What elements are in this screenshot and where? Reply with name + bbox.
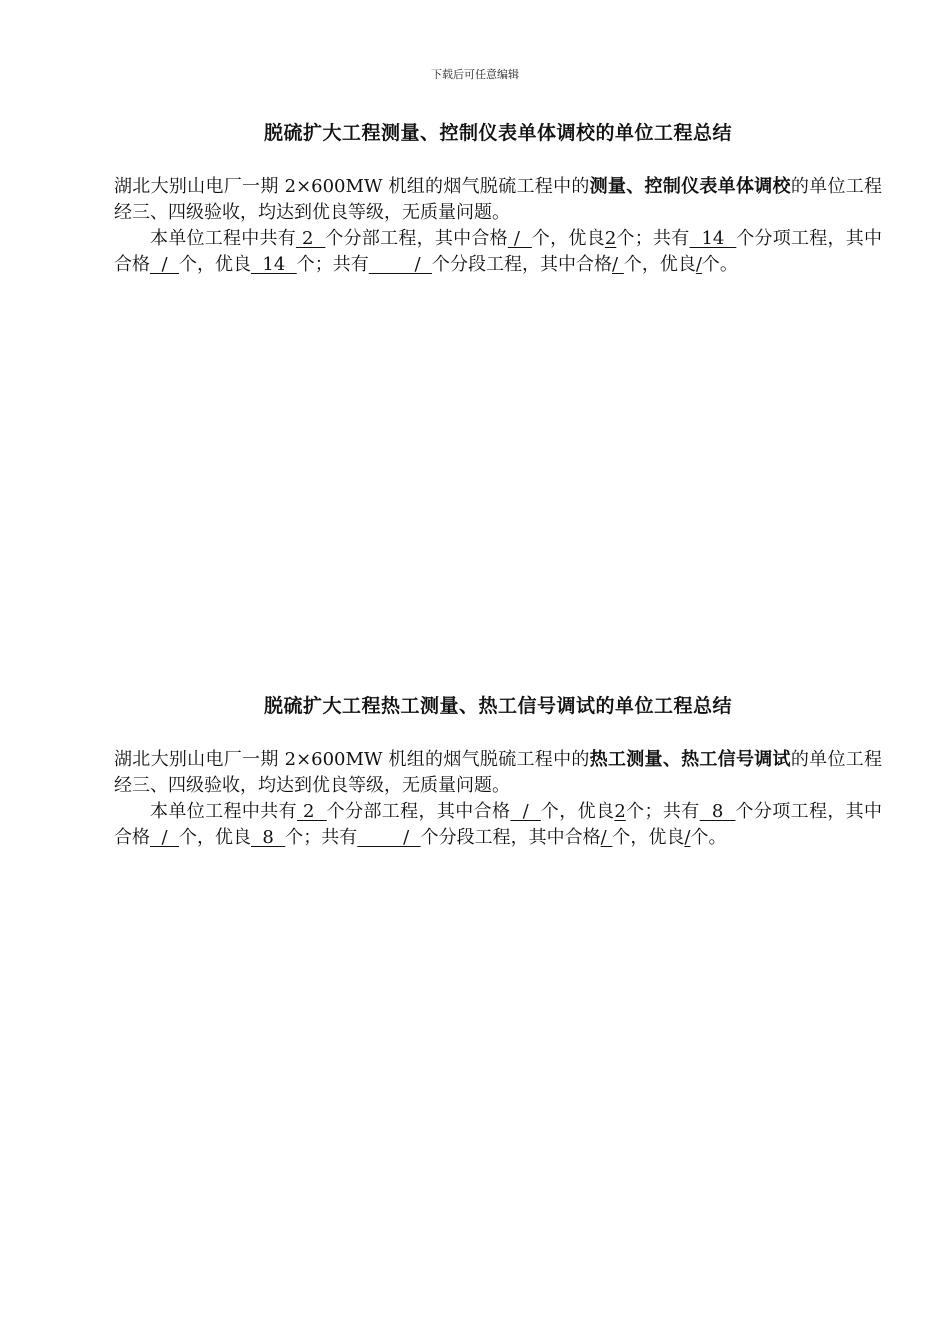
fenxiang-hege-count: / bbox=[150, 827, 179, 848]
intro-bold-subject: 测量、控制仪表单体调校 bbox=[589, 176, 791, 197]
fenxiang-youliang-count: 8 bbox=[250, 827, 286, 848]
stats-text: 个；共有 bbox=[616, 228, 690, 249]
fenxiang-youliang-count: 14 bbox=[250, 254, 297, 275]
stats-text: 个，优良 bbox=[612, 827, 685, 848]
stats-text: 个；共有 bbox=[285, 827, 358, 848]
intro-paragraph bbox=[114, 747, 882, 799]
fenduan-hege-count: / bbox=[600, 827, 613, 848]
fenduan-count: / bbox=[357, 827, 421, 848]
fenduan-hege-count: / bbox=[612, 254, 624, 275]
stats-text: 个，优良 bbox=[178, 254, 251, 275]
stats-paragraph bbox=[114, 226, 882, 278]
stats-text: 个分段工程，其中合格 bbox=[420, 827, 601, 848]
fenbu-hege-count: / bbox=[510, 801, 541, 822]
fenbu-count: 2 bbox=[296, 801, 327, 822]
stats-text: 个分部工程，其中合格 bbox=[326, 801, 511, 822]
stats-text: 本单位工程中共有 bbox=[150, 228, 296, 249]
summary-section-measurement bbox=[114, 120, 882, 278]
stats-text: 个分项工程，其中合格 bbox=[114, 228, 883, 275]
fenduan-youliang-count: / bbox=[695, 254, 702, 275]
stats-text: 个；共有 bbox=[296, 254, 369, 275]
fenbu-youliang-count: 2 bbox=[604, 228, 617, 249]
stats-paragraph bbox=[114, 799, 882, 851]
fenbu-youliang-count: 2 bbox=[614, 801, 626, 822]
intro-prefix: 湖北大别山电厂一期 2×600MW 机组的烟气脱硫工程中的 bbox=[114, 176, 590, 197]
section-title: 脱硫扩大工程测量、控制仪表单体调校的单位工程总结 bbox=[263, 122, 732, 144]
stats-text: 个，优良 bbox=[531, 228, 605, 249]
section-title: 脱硫扩大工程热工测量、热工信号调试的单位工程总结 bbox=[263, 695, 732, 717]
stats-text: 个，优良 bbox=[178, 827, 251, 848]
stats-text: 个，优良 bbox=[623, 254, 696, 275]
fenduan-count: / bbox=[368, 254, 433, 275]
stats-text: 个。 bbox=[690, 827, 727, 848]
intro-paragraph bbox=[114, 174, 882, 226]
summary-section-thermal bbox=[114, 693, 882, 851]
fenbu-count: 2 bbox=[295, 228, 326, 249]
stats-text: 本单位工程中共有 bbox=[150, 801, 297, 822]
intro-suffix: 的单位工程经三、四级验收，均达到优良等级，无质量问题。 bbox=[114, 176, 883, 223]
intro-prefix: 湖北大别山电厂一期 2×600MW 机组的烟气脱硫工程中的 bbox=[114, 749, 590, 770]
fenxiang-count: 14 bbox=[689, 228, 737, 249]
intro-bold-subject: 热工测量、热工信号调试 bbox=[589, 749, 791, 770]
stats-text: 个，优良 bbox=[540, 801, 615, 822]
stats-text: 个。 bbox=[701, 254, 738, 275]
header-note: 下载后可任意编辑 bbox=[431, 68, 519, 81]
intro-suffix: 的单位工程经三、四级验收，均达到优良等级，无质量问题。 bbox=[114, 749, 883, 796]
fenxiang-hege-count: / bbox=[150, 254, 179, 275]
stats-text: 个；共有 bbox=[625, 801, 700, 822]
stats-text: 个分段工程，其中合格 bbox=[432, 254, 613, 275]
fenxiang-count: 8 bbox=[699, 801, 736, 822]
stats-text: 个分项工程，其中合格 bbox=[114, 801, 883, 848]
fenduan-youliang-count: / bbox=[684, 827, 691, 848]
stats-text: 个分部工程，其中合格 bbox=[325, 228, 508, 249]
fenbu-hege-count: / bbox=[507, 228, 532, 249]
